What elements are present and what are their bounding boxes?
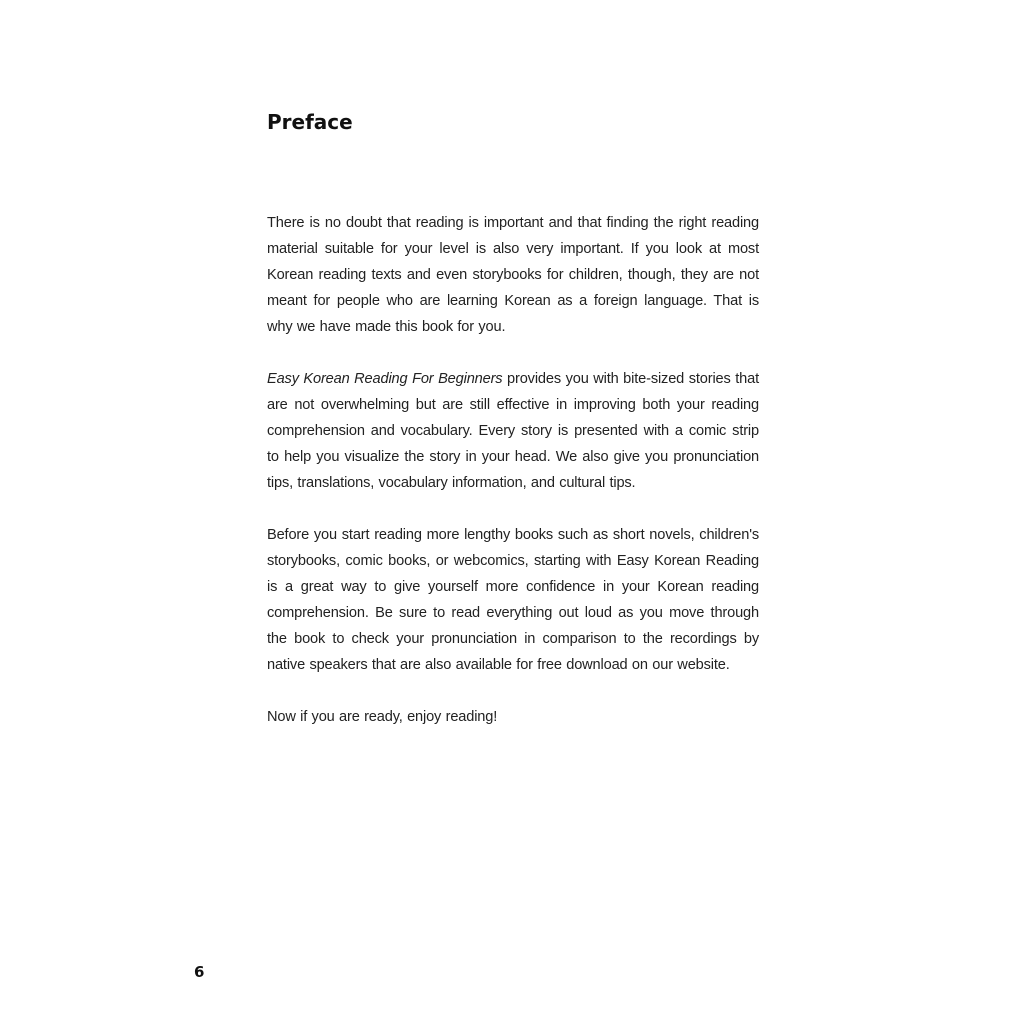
book-title-italic: Easy Korean Reading For Beginners: [267, 371, 503, 387]
paragraph-4: [267, 704, 759, 730]
page-title: Preface: [267, 110, 353, 134]
paragraph-4-text: Now if you are ready, enjoy reading!: [267, 709, 498, 725]
paragraph-2: [267, 366, 759, 496]
paragraph-2-text: provides you with bite-sized stories that are not overwhelming but are still effective in improving both your reading comprehension and vocabulary. Every story is presented with a comic strip to help you visualize the story in your head. We also give you pronunciation tips, translations, vocabulary information, and cultural tips.: [267, 371, 759, 491]
paragraph-3-text: Before you start reading more lengthy books such as short novels, children's storybooks, comic books, or webcomics, starting with Easy Korean Reading is a great way to give yourself more confidence in your Korean reading comprehension. Be sure to read everything out loud as you move through the book to check your pronunciation in comparison to the recordings by native speakers that are also available for free download on our website.: [267, 527, 759, 673]
paragraph-1-text: There is no doubt that reading is important and that finding the right reading material suitable for your level is also very important. If you look at most Korean reading texts and even storybooks for children, though, they are not meant for people who are learning Korean as a foreign language. That is why we have made this book for you.: [267, 215, 759, 335]
page-number: 6: [194, 963, 205, 981]
preface-body: [267, 210, 759, 756]
paragraph-1: [267, 210, 759, 340]
paragraph-3: [267, 522, 759, 678]
